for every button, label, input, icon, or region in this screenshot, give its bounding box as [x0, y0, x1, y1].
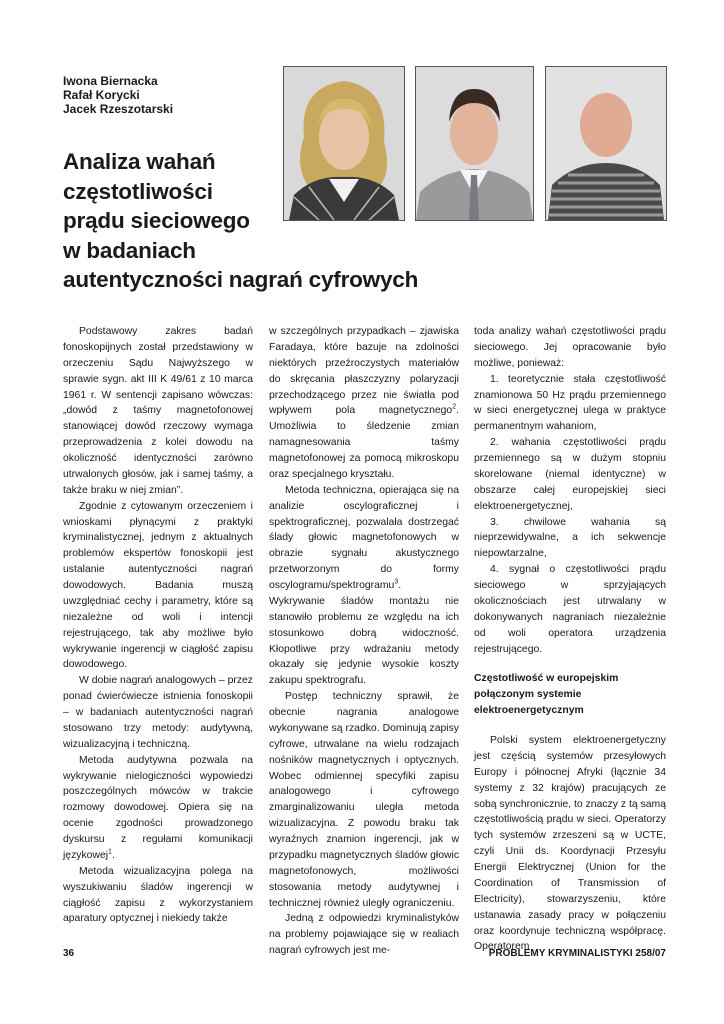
author-list — [63, 74, 173, 116]
text-column-2 — [269, 324, 459, 959]
paragraph: Jedną z odpowiedzi kryminalistyków na problemy pojawiające się w realiach nagrań cyfrowych jest me- — [269, 913, 459, 957]
paragraph: w szczególnych przypadkach – zjawiska Faradaya, które bazuje na zdolności niektórych przeźroczystych materiałów do skręcania płaszczyzny polaryzacji przechodzącego przez nie światła pod wpływem pola magnetycznego$^2$. Umożliwia to śledzenie zmian namagnesowania taśmy magnetofonowej za pomocą mikroskopu oraz specjalnego kryształu. — [269, 326, 459, 480]
paragraph: Zgodnie z cytowanym orzeczeniem i wnioskami płynącymi z praktyki kryminalistycznej, jednym z aktualnych problemów ekspertów fonoskopii jest ustalanie autentyczności nagrań dowodowych. Badania muszą uwzględniać cechy i parametry, które są niezależne od woli i intencji rejestrującego, tak aby możliwe było wykrywanie ingerencji w ciągłość zapisu dowodowego. — [63, 500, 253, 671]
author-photo-woman — [283, 66, 405, 221]
author-name: Jacek Rzeszotarski — [63, 102, 174, 116]
title-line: w badaniach — [63, 237, 196, 263]
paragraph: Metoda techniczna, opierająca się na analizie oscylograficznej i spektrograficznej, pozwalała dostrzegać ślady głowic magnetofonowych w obrazie sygnału akustycznego przetworzonym do formy oscylogramu/spektrogramu$^3$. Wykrywanie śladów montażu nie stanowiło problemu ze względu na ich stosunkowo dobrą widoczność. Kłopotliwe przy wdrażaniu metody okazały się jedynie wysokie koszty zakupu spektrografu. — [269, 484, 459, 687]
paragraph: Podstawowy zakres badań fonoskopijnych został przedstawiony w orzeczeniu Sądu Najwyższego w sprawie sygn. akt III K 49/61 z 10 marca 1961 r. W sentencji zapisano wówczas: „dowód z taśmy magnetofonowej stanowiącej dowód rzeczowy wymaga przeprowadzenia z kolei dowodu na okoliczność identyczności zarówno utrwalonych głosów, jak i samej taśmy, a także braku w niej zmian”. — [63, 326, 253, 496]
paragraph: Polski system elektroenergetyczny jest częścią systemów przesyłowych Europy i północnej Afryki (łącznie 34 systemy z 32 krajów) pracujących ze sobą synchronicznie, to znaczy z tą samą częstotliwością prądu w sieci. Operatorzy tych systemów zrzeszeni są w UCTE, czyli Unii ds. Koordynacji Przesyłu Energii Elektrycznej (Union for the Coordination of Transmission of Electricity), stowarzyszeniu, które ustanawia zasady pracy w połączeniu oraz koordynuje techniczną współpracę. Operatorem — [474, 735, 666, 953]
journal-name: PROBLEMY KRYMINALISTYKI 258/07 — [488, 948, 666, 959]
footnote-ref: 2 — [452, 403, 457, 411]
footnote-ref: 1 — [108, 848, 112, 856]
footnote-ref: 3 — [394, 578, 399, 586]
author-photo-bald-man — [545, 66, 667, 221]
paragraph: W dobie nagrań analogowych – przez ponad ćwierćwiecze istnienia fonoskopii – w badaniach autentyczności nagrań stosowano trzy metody: audytywną, wizualizacyjną i techniczną. — [63, 675, 253, 750]
title-line: Analiza wahań — [63, 149, 216, 174]
paragraph: Metoda wizualizacyjna polega na wyszukiwaniu śladów ingerencji w ciągłość zapisu z wykorzystaniem aparatury optycznej i niekiedy także — [63, 865, 253, 925]
section-heading: Częstotliwość w europejskim połączonym systemie elektroenergetycznym — [474, 673, 619, 717]
title-line: autentyczności nagrań cyfrowych — [63, 267, 419, 292]
author-name: Iwona Biernacka — [63, 74, 158, 88]
paragraph: toda analizy wahań częstotliwości prądu sieciowego. Jej opracowanie było możliwe, ponieważ: — [474, 326, 666, 369]
paragraph: Metoda audytywna pozwala na wykrywanie nielogiczności wypowiedzi poszczególnych mówców w trakcie rozmowy dowodowej. Opiera się na ocenie zgodności prowadzonego dyskursu z regułami komunikacji językowej$^1$. — [63, 754, 253, 861]
author-photo-man — [415, 66, 534, 221]
page-number: 36 — [63, 948, 75, 959]
list-item: 1. teoretycznie stała częstotliwość znamionowa 50 Hz prądu przemiennego w sieci energetycznej ulega w praktyce permanentnym wahaniom, — [474, 373, 666, 433]
text-column-3 — [474, 324, 666, 955]
list-item: 3. chwilowe wahania są nieprzewidywalne, a ich sekwencje niepowtarzalne, — [474, 516, 666, 560]
list-item: 2. wahania częstotliwości prądu przemiennego są w dużym stopniu skorelowane (niemal identyczne) w obszarze całej europejskiej sieci elektroenergetycznej, — [474, 437, 666, 512]
title-line: prądu sieciowego — [63, 208, 250, 233]
text-column-1 — [63, 324, 253, 927]
title-line: częstotliwości — [63, 178, 213, 204]
paragraph: Postęp techniczny sprawił, że obecnie nagrania analogowe wykonywane są rzadko. Dominują zapisy cyfrowe, utrwalane na wielu rodzajach nośników magnetycznych i optycznych. Wobec odmiennej specyfiki zapisu analogowego i cyfrowego zmarginalizowaniu uległa metoda wizualizacyjna. Z powodu braku tak wyraźnych znamion ingerencji, jak w przypadku magnetycznych śladów głowic magnetofonowych, możliwości stosowania metody audytywnej i technicznej również uległy ograniczeniu. — [269, 691, 460, 909]
list-item: 4. sygnał o częstotliwości prądu sieciowego w sprzyjających okolicznościach jest utrwalany w dokonywanych nagraniach niezależnie od woli operatora urządzenia rejestrującego. — [474, 564, 666, 655]
author-name: Rafał Korycki — [63, 88, 140, 102]
